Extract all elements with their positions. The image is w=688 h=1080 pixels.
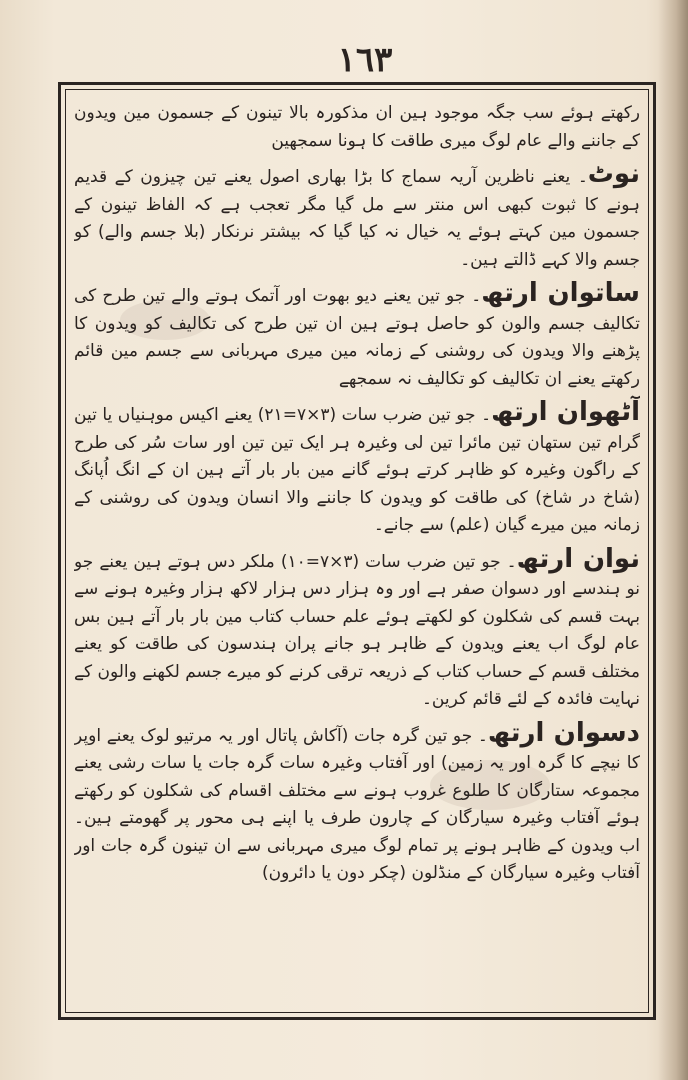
paragraph-text: ۔ جو تین ضرب سات (٣×٧=١٠) ملکر دس ہوتے ہین یعنے جو نو ہندسے اور دسوان صفر ہے اور وہ ہزار دس ہزار لاکھ ہزار وغیرہ ہونے سے بہت قسم کی شکلون کو لکھتے ہوئے علم حساب کتاب مین بار بار آتے ہین بس عام لوگ اب یعنے ویدون کے ظاہر ہو جانے پران ہندسون کی طاقت کو یعنے مختلف قسم کے حساب کتاب کے ذریعہ ترقی کرنے کو میرے جسم لکھنے والون کے نہایت فائدہ کے لئے قائم کرین۔ bbox=[74, 551, 640, 709]
paragraph-ninth-meaning bbox=[74, 543, 640, 714]
page-number: ١٦٣ bbox=[337, 40, 393, 80]
paragraph-text: ۔ جو تین گرہ جات (آکاش پاتال اور یہ مرتیو لوک یعنے اوپر کا نیچے کا گرہ اور یہ زمین) اور آفتاب وغیرہ سات گرہ جات یا سات رشی یعنے مجموعہ ستارگان کا طلوع غروب ہونے سے مختلف اقسام کی شکلون کو رکھتے ہوئے آفتاب وغیرہ سیارگان کے چارون طرف یا اپنے ہی محور پر گھومتے ہین۔ اب ویدون کے ظاہر ہونے پر تمام لوگ میری مہربانی سے ان تینون گرہ جات اور آفتاب وغیرہ سیارگان کے منڈلون (چکر دون یا دائرون) bbox=[74, 725, 640, 883]
paragraph-seventh-meaning bbox=[74, 280, 640, 393]
paragraph-note bbox=[74, 161, 640, 274]
paragraph-text: رکھتے ہوئے سب جگہ موجود ہین ان مذکورہ بالا تینون کے جسمون مین ویدون کے جاننے والے عام لوگ میری طاقت کا ہونا سمجھین bbox=[74, 103, 640, 151]
paragraph-intro bbox=[74, 100, 640, 155]
page-text-body bbox=[74, 100, 640, 1005]
section-heading: نوٹ bbox=[587, 159, 640, 189]
paragraph-tenth-meaning bbox=[74, 717, 640, 888]
section-heading: دسوان ارتھ bbox=[487, 717, 640, 748]
section-heading: نوان ارتھ bbox=[516, 543, 640, 574]
paragraph-text: ۔ جو تین یعنے دیو بھوت اور آتمک ہوتے والے تین طرح کی تکالیف جسم والون کو حاصل ہوتے ہین ان تین طرح کی تکالیف کو ویدون کا پڑھنے والا ویدون کی روشنی کے زمانہ مین میری مہربانی سے جسم مین قائم رکھتے یعنے ان تکالیف کو تکالیف نہ سمجھے bbox=[74, 286, 640, 389]
section-heading: ساتوان ارتھ bbox=[481, 278, 640, 308]
book-spine-shadow bbox=[658, 0, 688, 1080]
paragraph-text: ۔ یعنے ناظرین آریہ سماج کا بڑا بھاری اصول یعنے تین چیزون کے قدیم ہونے کا ثبوت کبھی اس منتر سے مل گیا مگر تعجب ہے کہ الفاظ تینون کے جسمون مین کہتے ہوئے یہ خیال نہ کیا گیا کہ بیشتر نرنکار (بلا جسم والے) کو جسم والا کہے ڈالتے ہین۔ bbox=[74, 167, 640, 270]
section-heading: آٹھوان ارتھ bbox=[491, 397, 640, 427]
paragraph-text: ۔ جو تین ضرب سات (٣×٧=٢١) یعنے اکیس موہنیاں یا تین گرام تین ستھان تین مائرا تین لی وغیرہ ہر ایک تین تین اور سات سُر کی طرح کے راگون وغیرہ کو ظاہر کرتے ہوئے گانے مین بار بار آتے ہین ان کے انگ اُپانگ (شاخ در شاخ) کی طاقت کو ویدون کا جاننے والا انسان ویدون کی روشنی کے زمانہ مین میرے گیان (علم) سے جانے۔ bbox=[74, 405, 640, 535]
paragraph-eighth-meaning bbox=[74, 399, 640, 540]
